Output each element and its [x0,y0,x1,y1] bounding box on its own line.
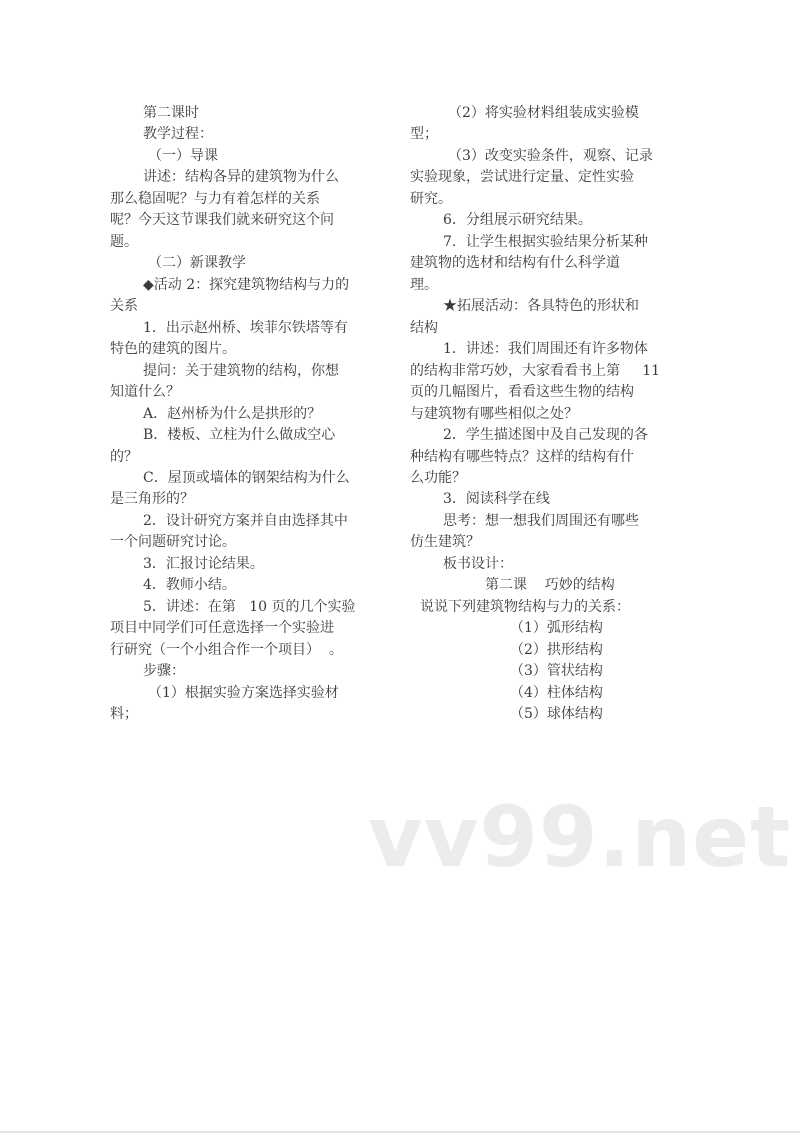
text-line: ★拓展活动：各具特色的形状和 [443,298,639,315]
right-column [410,103,700,726]
text-line: 题。 [110,233,138,250]
text-line: （3）改变实验条件，观察、记录 [448,147,653,164]
text-line: C．屋顶或墙体的钢架结构为什么 [143,469,350,486]
text-line: 第二课 巧妙的结构 [485,577,615,594]
text-line: 结构 [410,319,438,336]
text-line: 与建筑物有哪些相似之处？ [410,405,578,422]
text-line: 理。 [410,276,438,293]
text-line: 研究。 [410,190,452,207]
text-line: 讲述：结构各异的建筑物为什么 [143,169,339,186]
text-line: （2）拱形结构 [510,641,603,658]
text-line: ◆活动 2：探究建筑物结构与力的 [143,276,350,293]
text-line: 料； [110,706,138,723]
text-line: 思考：想一想我们周围还有哪些 [443,512,639,529]
text-line: 第二课时 [143,105,199,121]
text-line: （2）将实验材料组装成实验模 [448,105,639,121]
text-line: （4）柱体结构 [510,684,603,701]
page-bottom-divider [0,1131,800,1133]
text-line: 一个问题研究讨论。 [110,534,236,551]
text-line: 那么稳固呢？与力有着怎样的关系 [110,190,320,207]
text-line: 教学过程： [143,126,213,143]
text-line: 2．设计研究方案并自由选择其中 [143,512,348,529]
text-line: 4．教师小结。 [143,577,236,594]
text-line: 7．让学生根据实验结果分析某种 [443,233,648,250]
text-line: 的？ [110,448,138,465]
text-line: 建筑物的选材和结构有什么科学道 [410,255,620,272]
text-line: （一）导课 [148,147,218,164]
text-line: 提问：关于建筑物的结构，你想 [143,362,339,379]
text-line: 种结构有哪些特点？这样的结构有什 [410,448,634,465]
text-line: 1．讲述：我们周围还有许多物体 [443,341,648,358]
text-line: （1）根据实验方案选择实验材 [148,684,339,701]
text-line: B．楼板、立柱为什么做成空心 [143,427,336,444]
text-line: 说说下列建筑物结构与力的关系： [420,598,630,615]
text-line: 仿生建筑？ [410,534,480,551]
text-line: 行研究（一个小组合作一个项目） 。 [110,641,343,658]
text-line: 2．学生描述图中及自己发现的各 [443,427,648,444]
watermark: vv99.net [368,788,792,886]
text-line: （3）管状结构 [510,663,603,680]
text-line: 1．出示赵州桥、埃菲尔铁塔等有 [143,319,348,336]
text-line: 知道什么？ [110,384,180,401]
text-line: 型； [410,126,438,143]
text-line: （1）弧形结构 [510,620,603,637]
text-line: 实验现象，尝试进行定量、定性实验 [410,169,634,186]
text-line: 呢？今天这节课我们就来研究这个问 [110,212,334,229]
text-line: 步骤： [143,663,185,680]
text-line: 么功能？ [410,469,466,486]
text-line: A．赵州桥为什么是拱形的？ [143,405,322,422]
text-line: 是三角形的？ [110,491,194,508]
text-line: 5．讲述：在第 10 页的几个实验 [143,598,356,615]
text-line: 板书设计： [443,555,513,572]
text-line: 6．分组展示研究结果。 [443,212,592,229]
text-line: 特色的建筑的图片。 [110,341,236,358]
text-line: 关系 [110,298,138,315]
text-line: 3．阅读科学在线 [443,491,550,508]
left-column [110,103,400,726]
text-line: 页的几幅图片，看看这些生物的结构 [410,384,634,401]
text-line: 项目中同学们可任意选择一个实验进 [110,620,334,637]
text-line: （二）新课教学 [148,255,246,272]
text-line: 的结构非常巧妙，大家看看书上第 11 [410,362,661,379]
text-line: （5）球体结构 [510,706,603,723]
text-line: 3．汇报讨论结果。 [143,555,264,572]
